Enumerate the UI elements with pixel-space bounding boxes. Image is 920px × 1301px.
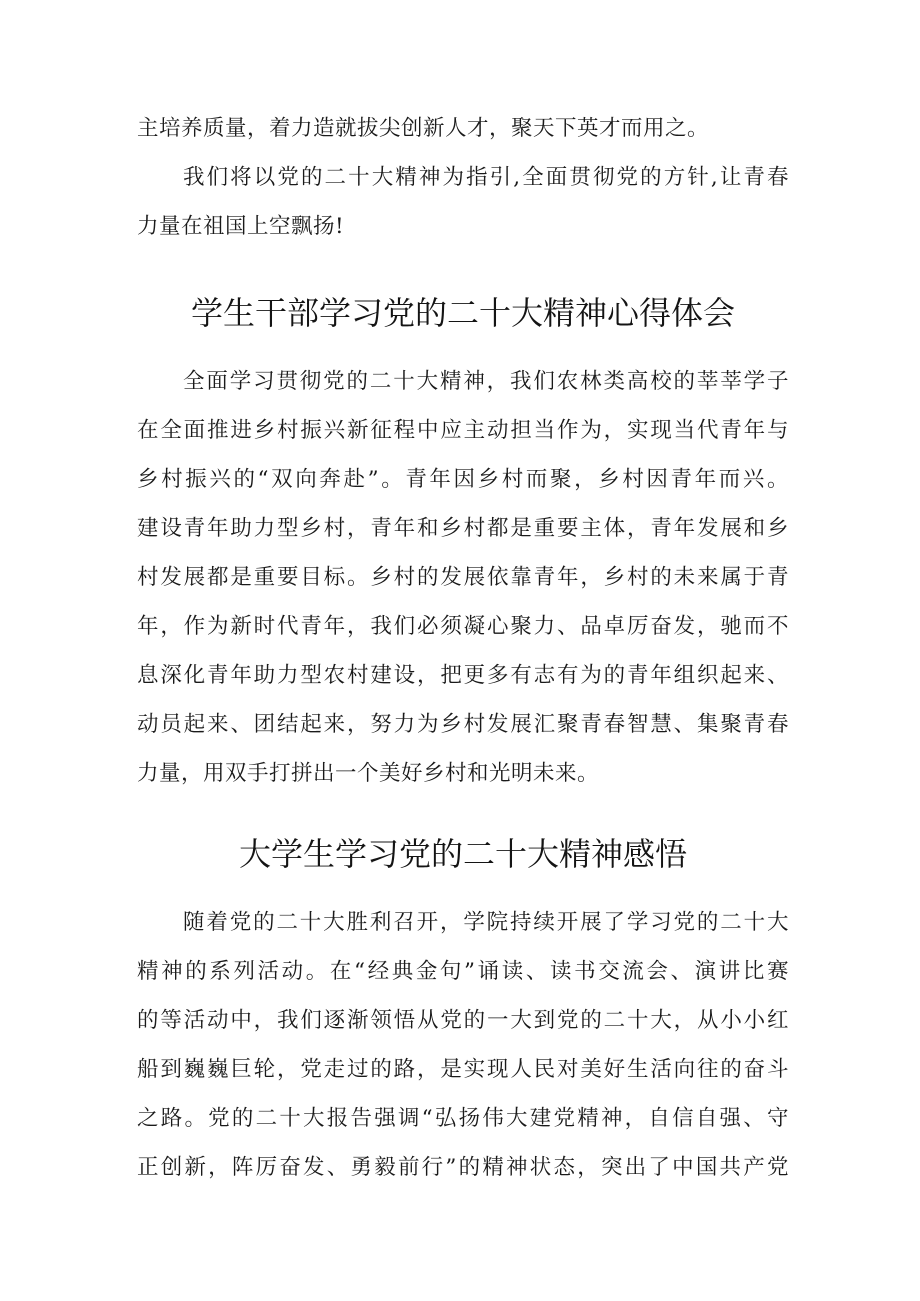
section1-line: 息深化青年助力型农村建设，把更多有志有为的青年组织起来、 (137, 663, 789, 688)
section2-paragraph (137, 898, 789, 1192)
intro-paragraph-end (137, 104, 789, 153)
section2-line: 随着党的二十大胜利召开，学院持续开展了学习党的二十大 (183, 910, 789, 935)
section2-line: 精神的系列活动。在“经典金句”诵读、读书交流会、演讲比赛 (137, 959, 789, 984)
section1-line: 动员起来、团结起来，努力为乡村发展汇聚青春智慧、集聚青春 (137, 712, 789, 737)
section1-line: 力量，用双手打拼出一个美好乡村和光明未来。 (137, 761, 600, 786)
intro-line-3: 力量在祖国上空飘扬! (137, 214, 345, 239)
section1-paragraph (137, 357, 789, 798)
intro-closing-paragraph (137, 153, 789, 251)
section1-line: 在全面推进乡村振兴新征程中应主动担当作为，实现当代青年与 (137, 418, 789, 443)
section1-line: 乡村振兴的“双向奔赴”。青年因乡村而聚，乡村因青年而兴。 (137, 467, 789, 492)
intro-line-1: 主培养质量，着力造就拔尖创新人才，聚天下英才而用之。 (137, 116, 710, 141)
section1-line: 年，作为新时代青年，我们必须凝心聚力、品卓厉奋发，驰而不 (137, 614, 789, 639)
section2-line: 船到巍巍巨轮，党走过的路，是实现人民对美好生活向往的奋斗 (137, 1057, 789, 1082)
section1-line: 建设青年助力型乡村，青年和乡村都是重要主体，青年发展和乡 (137, 516, 789, 541)
section2-title: 大学生学习党的二十大精神感悟 (238, 835, 687, 873)
section2-line: 正创新，阵厉奋发、勇毅前行”的精神状态，突出了中国共产党 (137, 1155, 789, 1180)
section2-line: 的等活动中，我们逐渐领悟从党的一大到党的二十大，从小小红 (137, 1008, 789, 1033)
section1-title: 学生干部学习党的二十大精神心得体会 (190, 294, 735, 332)
intro-line-2: 我们将以党的二十大精神为指引,全面贯彻党的方针,让青春 (183, 165, 789, 190)
document-page (137, 104, 789, 1192)
section2-line: 之路。党的二十大报告强调“弘扬伟大建党精神，自信自强、守 (137, 1106, 789, 1131)
section1-line: 全面学习贯彻党的二十大精神，我们农林类高校的莘莘学子 (183, 369, 789, 394)
section1-line: 村发展都是重要目标。乡村的发展依靠青年，乡村的未来属于青 (137, 565, 789, 590)
